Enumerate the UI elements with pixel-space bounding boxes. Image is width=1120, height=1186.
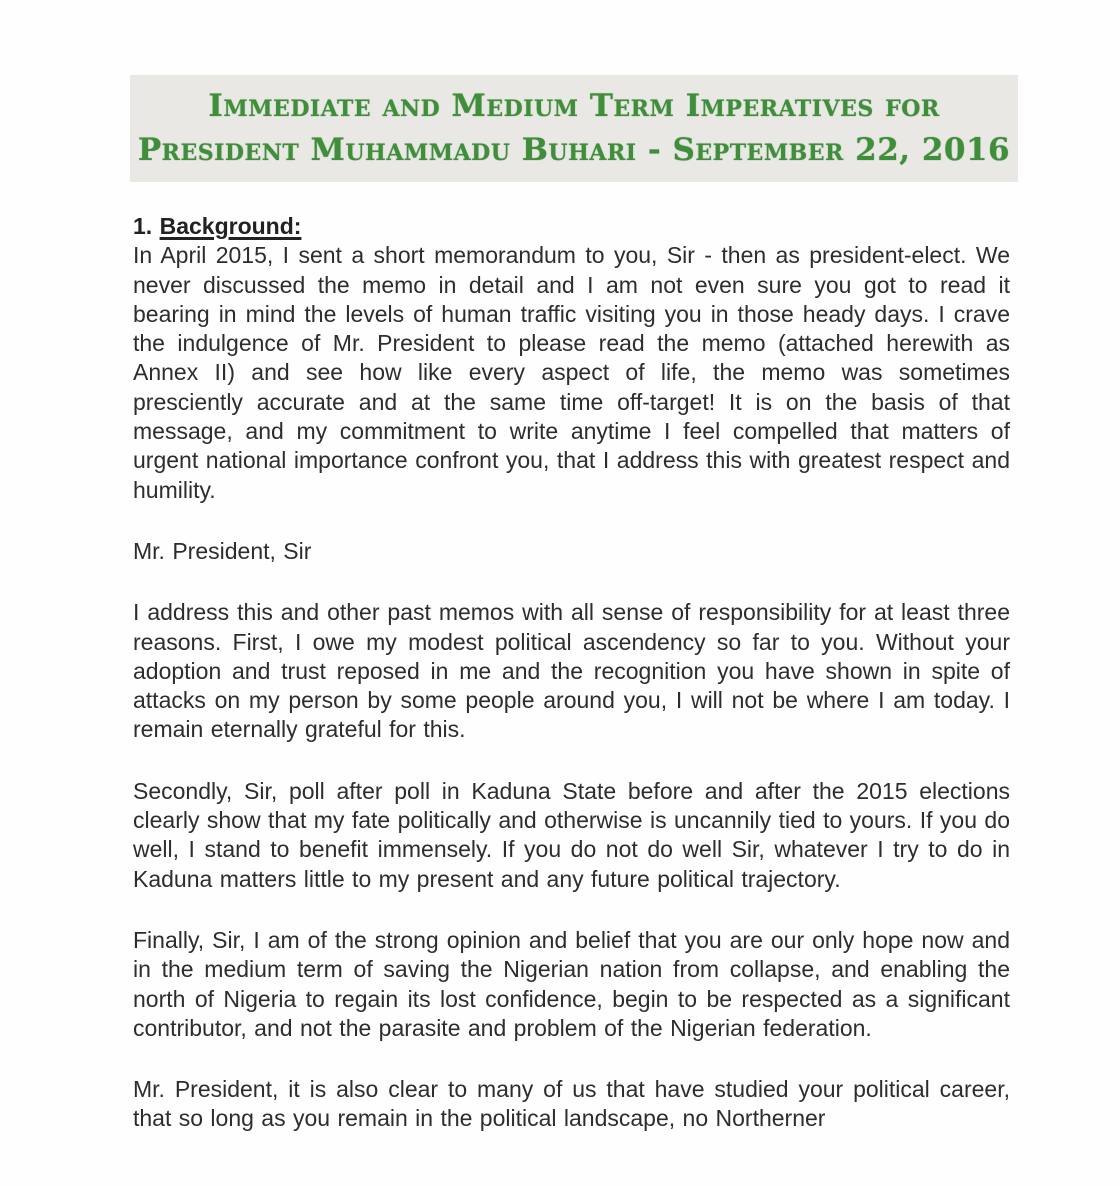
paragraph-second-reason: Secondly, Sir, poll after poll in Kaduna State before and after the 2015 elections clearly show that my fate politically and otherwise is uncannily tied to yours. If you do well, I stand to benefit immensely. If you do not do well Sir, whatever I try to do in Kaduna matters little to my present and any future political trajectory. [133,777,1010,892]
paragraph-closing-truncated: Mr. President, it is also clear to many of us that have studied your political career, that so long as you remain in the political landscape, no Northerner [133,1076,1010,1132]
title-banner [130,75,1018,182]
document-body [133,212,1010,1134]
paragraph-first-reason: I address this and other past memos with all sense of responsibility for at least three reasons. First, I owe my modest political ascendency so far to you. Without your adoption and trust reposed in me and the recognition you have shown in spite of attacks on my person by some people around you, I will not be where I am today. I remain eternally grateful for this. [133,599,1010,743]
paragraph-third-reason: Finally, Sir, I am of the strong opinion and belief that you are our only hope now and in the medium term of saving the Nigerian nation from collapse, and enabling the north of Nigeria to regain its lost confidence, begin to be respected as a significant contributor, and not the parasite and problem of the Nigerian federation. [133,926,1010,1041]
document-title-line-1: Immediate and Medium Term Imperatives for [208,88,940,124]
section-heading [133,212,1010,241]
paragraph-background: In April 2015, I sent a short memorandum to you, Sir - then as president-elect. We never discussed the memo in detail and I am not even sure you got to read it bearing in mind the levels of human traffic visiting you in those heady days. I crave the indulgence of Mr. President to please read the memo (attached herewith as Annex II) and see how like every aspect of life, the memo was sometimes presciently accurate and at the same time off-target! It is on the basis of that message, and my commitment to write anytime I feel compelled that matters of urgent national importance confront you, that I address this with greatest respect and humility. [133,242,1010,503]
salutation: Mr. President, Sir [133,537,312,564]
section-heading-label: Background: [159,213,302,239]
section-number: 1. [133,213,153,239]
document-title-line-2: President Muhammadu Buhari - September 22, 2016 [137,132,1011,168]
